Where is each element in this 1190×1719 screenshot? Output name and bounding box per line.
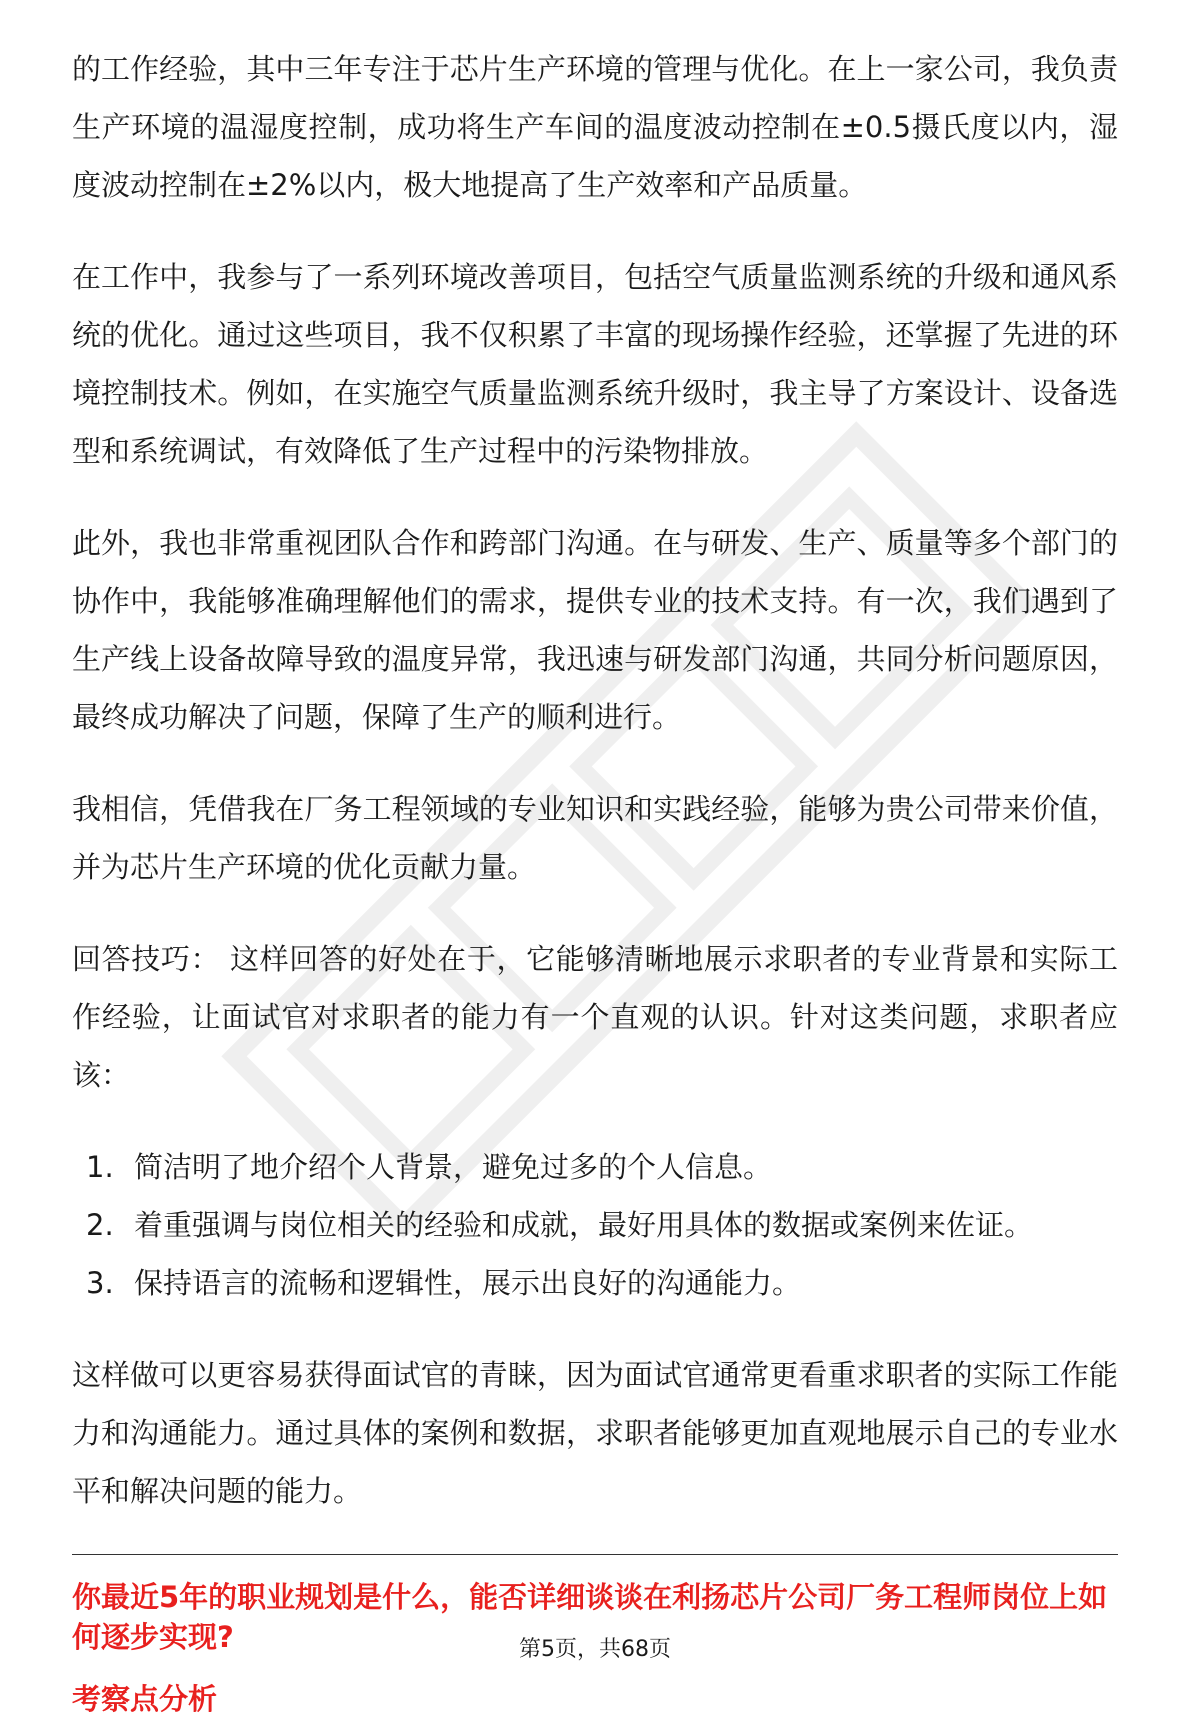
document-page <box>72 40 1118 1719</box>
list-item <box>72 1196 1118 1254</box>
paragraph-projects: 在工作中，我参与了一系列环境改善项目，包括空气质量监测系统的升级和通风系统的优化。通过这些项目，我不仅积累了丰富的现场操作经验，还掌握了先进的环境控制技术。例如，在实施空气质量监测系统升级时，我主导了方案设计、设备选型和系统调试，有效降低了生产过程中的污染物排放。 <box>72 260 1118 468</box>
list-item-number: 3. <box>86 1266 114 1300</box>
list-item <box>72 1138 1118 1196</box>
paragraph-closing: 这样做可以更容易获得面试官的青睐，因为面试官通常更看重求职者的实际工作能力和沟通能力。通过具体的案例和数据，求职者能够更加直观地展示自己的专业水平和解决问题的能力。 <box>72 1358 1118 1508</box>
list-item-text: 简洁明了地介绍个人背景，避免过多的个人信息。 <box>134 1150 773 1184</box>
list-item <box>72 1254 1118 1312</box>
tips-list <box>72 1138 1118 1312</box>
next-question-heading: 你最近5年的职业规划是什么，能否详细谈谈在利扬芯片公司厂务工程师岗位上如何逐步实现? <box>72 1580 1108 1654</box>
section-title: 考察点分析 <box>72 1682 218 1716</box>
list-item-text: 保持语言的流畅和逻辑性，展示出良好的沟通能力。 <box>134 1266 802 1300</box>
section-divider <box>72 1554 1118 1555</box>
list-item-text: 着重强调与岗位相关的经验和成就，最好用具体的数据或案例来佐证。 <box>134 1208 1034 1242</box>
paragraph-teamwork: 此外，我也非常重视团队合作和跨部门沟通。在与研发、生产、质量等多个部门的协作中，我能够准确理解他们的需求，提供专业的技术支持。有一次，我们遇到了生产线上设备故障导致的温度异常，我迅速与研发部门沟通，共同分析问题原因，最终成功解决了问题，保障了生产的顺利进行。 <box>72 526 1118 734</box>
paragraph-conclusion: 我相信，凭借我在厂务工程领域的专业知识和实践经验，能够为贵公司带来价值，并为芯片生产环境的优化贡献力量。 <box>72 792 1118 884</box>
paragraph-answer-tips: 回答技巧： 这样回答的好处在于，它能够清晰地展示求职者的专业背景和实际工作经验，让面试官对求职者的能力有一个直观的认识。针对这类问题，求职者应该： <box>72 942 1118 1092</box>
page-footer: 第5页，共68页 <box>519 1637 671 1662</box>
list-item-number: 1. <box>86 1150 114 1184</box>
list-item-number: 2. <box>86 1208 114 1242</box>
paragraph-experience: 的工作经验，其中三年专注于芯片生产环境的管理与优化。在上一家公司，我负责生产环境的温湿度控制，成功将生产车间的温度波动控制在±0.5摄氏度以内，湿度波动控制在±2%以内，极大地提高了生产效率和产品质量。 <box>72 52 1118 202</box>
